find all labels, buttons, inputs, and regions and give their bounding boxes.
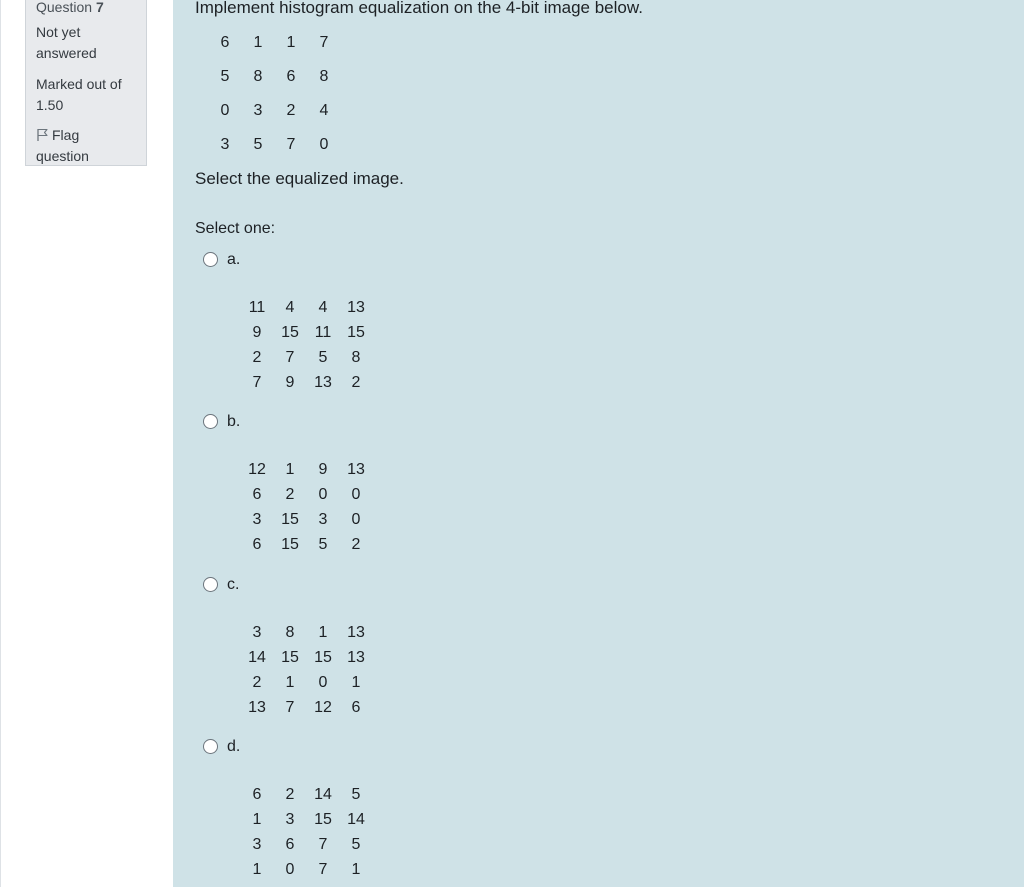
matrix-cell: 1 bbox=[252, 811, 262, 828]
matrix-cell: 13 bbox=[347, 649, 365, 666]
matrix-cell: 2 bbox=[351, 374, 361, 391]
matrix-cell: 13 bbox=[347, 299, 365, 316]
option-d-letter: d. bbox=[227, 738, 241, 755]
matrix-cell: 2 bbox=[285, 486, 295, 503]
matrix-cell: 13 bbox=[347, 461, 365, 478]
option-a-letter: a. bbox=[227, 251, 241, 268]
matrix-cell: 14 bbox=[347, 811, 365, 828]
matrix-cell: 7 bbox=[318, 836, 328, 853]
matrix-cell: 3 bbox=[252, 511, 262, 528]
matrix-cell: 11 bbox=[248, 299, 266, 316]
matrix-cell: 7 bbox=[252, 374, 262, 391]
matrix-cell: 14 bbox=[248, 649, 266, 666]
matrix-cell: 1 bbox=[318, 624, 328, 641]
matrix-cell: 6 bbox=[252, 786, 262, 803]
matrix-cell: 1 bbox=[351, 674, 361, 691]
matrix-cell: 2 bbox=[252, 349, 262, 366]
matrix-cell: 6 bbox=[252, 486, 262, 503]
matrix-cell: 0 bbox=[351, 511, 361, 528]
matrix-cell: 12 bbox=[314, 699, 332, 716]
matrix-cell: 2 bbox=[351, 536, 361, 553]
matrix-cell: 9 bbox=[318, 461, 328, 478]
option-c-letter: c. bbox=[227, 576, 240, 593]
matrix-cell: 7 bbox=[318, 861, 328, 878]
matrix-cell: 5 bbox=[253, 136, 263, 153]
matrix-cell: 7 bbox=[285, 699, 295, 716]
matrix-cell: 3 bbox=[220, 136, 230, 153]
matrix-cell: 3 bbox=[285, 811, 295, 828]
matrix-cell: 15 bbox=[281, 649, 299, 666]
matrix-cell: 3 bbox=[252, 836, 262, 853]
select-one-label: Select one: bbox=[195, 220, 276, 237]
matrix-cell: 1 bbox=[351, 861, 361, 878]
matrix-cell: 15 bbox=[347, 324, 365, 341]
matrix-cell: 6 bbox=[351, 699, 361, 716]
matrix-cell: 0 bbox=[220, 102, 230, 119]
page-left-border bbox=[0, 0, 1, 887]
flag-question-link[interactable] bbox=[36, 125, 136, 167]
matrix-cell: 5 bbox=[351, 836, 361, 853]
matrix-cell: 15 bbox=[314, 649, 332, 666]
matrix-cell: 6 bbox=[220, 34, 230, 51]
matrix-cell: 8 bbox=[319, 68, 329, 85]
matrix-cell: 1 bbox=[253, 34, 263, 51]
matrix-cell: 13 bbox=[347, 624, 365, 641]
option-b-radio[interactable] bbox=[203, 414, 218, 429]
matrix-cell: 5 bbox=[220, 68, 230, 85]
matrix-cell: 4 bbox=[285, 299, 295, 316]
matrix-cell: 3 bbox=[253, 102, 263, 119]
matrix-cell: 6 bbox=[286, 68, 296, 85]
matrix-cell: 15 bbox=[314, 811, 332, 828]
matrix-cell: 6 bbox=[252, 536, 262, 553]
matrix-cell: 3 bbox=[252, 624, 262, 641]
matrix-cell: 2 bbox=[285, 786, 295, 803]
question-info-panel bbox=[25, 0, 147, 166]
matrix-cell: 1 bbox=[252, 861, 262, 878]
matrix-cell: 7 bbox=[286, 136, 296, 153]
matrix-cell: 3 bbox=[318, 511, 328, 528]
matrix-cell: 1 bbox=[285, 461, 295, 478]
matrix-cell: 14 bbox=[314, 786, 332, 803]
matrix-cell: 2 bbox=[252, 674, 262, 691]
matrix-cell: 2 bbox=[286, 102, 296, 119]
flag-icon bbox=[36, 128, 50, 142]
matrix-cell: 0 bbox=[319, 136, 329, 153]
matrix-cell: 9 bbox=[252, 324, 262, 341]
matrix-cell: 15 bbox=[281, 536, 299, 553]
flag-question-label: Flag question bbox=[36, 127, 89, 164]
matrix-cell: 7 bbox=[285, 349, 295, 366]
matrix-cell: 1 bbox=[286, 34, 296, 51]
matrix-cell: 5 bbox=[318, 536, 328, 553]
option-d-radio[interactable] bbox=[203, 739, 218, 754]
matrix-cell: 5 bbox=[351, 786, 361, 803]
question-state: Not yet answered bbox=[36, 24, 97, 61]
matrix-cell: 1 bbox=[285, 674, 295, 691]
matrix-cell: 0 bbox=[285, 861, 295, 878]
matrix-cell: 8 bbox=[285, 624, 295, 641]
matrix-cell: 8 bbox=[253, 68, 263, 85]
option-b-letter: b. bbox=[227, 413, 241, 430]
matrix-cell: 13 bbox=[314, 374, 332, 391]
question-text: Implement histogram equalization on the 4-bit image below. bbox=[195, 0, 643, 17]
matrix-cell: 4 bbox=[318, 299, 328, 316]
matrix-cell: 11 bbox=[314, 324, 332, 341]
matrix-cell: 4 bbox=[319, 102, 329, 119]
option-a-radio[interactable] bbox=[203, 252, 218, 267]
matrix-cell: 13 bbox=[248, 699, 266, 716]
matrix-cell: 7 bbox=[319, 34, 329, 51]
question-content bbox=[173, 0, 1024, 887]
matrix-cell: 6 bbox=[285, 836, 295, 853]
question-prompt: Select the equalized image. bbox=[195, 169, 404, 188]
question-number: Question 7 bbox=[36, 0, 104, 15]
matrix-cell: 9 bbox=[285, 374, 295, 391]
matrix-cell: 8 bbox=[351, 349, 361, 366]
question-grade: Marked out of 1.50 bbox=[36, 76, 122, 113]
matrix-cell: 15 bbox=[281, 511, 299, 528]
matrix-cell: 0 bbox=[318, 674, 328, 691]
matrix-cell: 12 bbox=[248, 461, 266, 478]
matrix-cell: 0 bbox=[351, 486, 361, 503]
option-c-radio[interactable] bbox=[203, 577, 218, 592]
matrix-cell: 15 bbox=[281, 324, 299, 341]
matrix-cell: 0 bbox=[318, 486, 328, 503]
matrix-cell: 5 bbox=[318, 349, 328, 366]
